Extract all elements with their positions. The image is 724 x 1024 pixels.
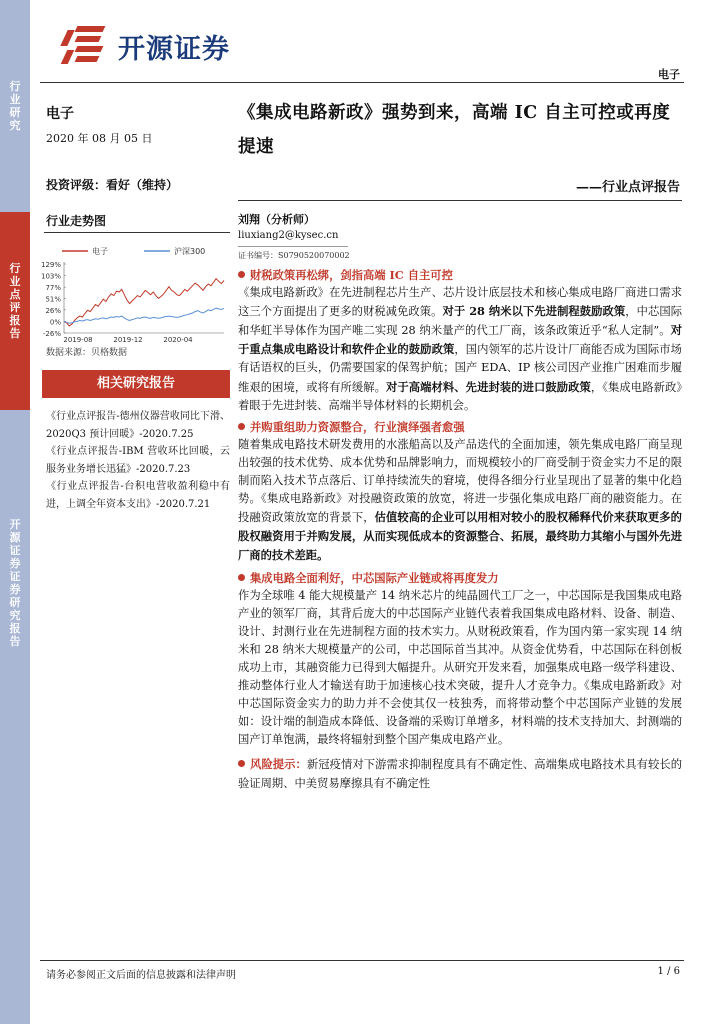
report-title: 《集成电路新政》强势到来，高端 IC 自主可控或再度提速: [238, 103, 671, 157]
trend-chart-title: 行业走势图: [46, 214, 107, 228]
report-section: [238, 569, 682, 750]
report-subtitle: ——行业点评报告: [575, 180, 680, 195]
bullet-dot-icon: [238, 423, 245, 430]
logo-mark-icon: [60, 26, 108, 66]
report-section: [238, 266, 682, 415]
y-tick-label: 26%: [45, 306, 61, 315]
brand-logo: [60, 24, 230, 68]
footer-disclaimer: 请务必参阅正文后面的信息披露和法律声明: [46, 970, 236, 981]
section-paragraph: [238, 436, 682, 566]
brand-name: 开源证券: [118, 33, 230, 65]
related-reports-header: 相关研究报告: [42, 370, 230, 398]
title-divider: [238, 200, 682, 201]
risk-label: 风险提示：: [250, 757, 307, 772]
analyst-cert-number: 证书编号：S0790520070002: [238, 251, 350, 260]
legend-label: 沪深300: [174, 247, 206, 256]
body-text: ，中芯国际和华虹半导体作为国产唯二实现 28 纳米量产的代工厂商，该条政策近乎“私人定制”。: [238, 305, 682, 338]
related-report-link[interactable]: 《行业点评报告-台积电营收盈利稳中有进，上调全年资本支出》-2020.7.21: [46, 481, 230, 510]
risk-warning: [238, 755, 682, 792]
bullet-dot-icon: [238, 760, 245, 767]
series-line-electronics: [64, 279, 224, 326]
section-heading-text: 并购重组助力资源整合，行业演绎强者愈强: [250, 419, 465, 434]
section-paragraph: [238, 587, 682, 750]
report-date: 2020 年 08 月 05 日: [46, 132, 153, 145]
trend-chart: [38, 242, 230, 360]
side-label-firm: 开源证券 证券研究报告: [9, 518, 21, 648]
section-heading-text: 集成电路全面利好，中芯国际产业链或将再度发力: [250, 570, 499, 585]
x-tick-label: 2019-12: [113, 336, 143, 344]
body-text: 作为全球唯 4 能大规模量产 14 纳米芯片的纯晶圆代工厂之一，中芯国际是我国集成电路产业的领军厂商，其背后庞大的中芯国际产业链代表着我国集成电路材料、设备、制造、设计、封测行业在先进制程方面的技术实力。从财税政策看，作为国内第一家实现 14 纳米和 28 纳米大规模量产的公司，中芯国际首当其冲。从资金优势看，中芯国际在科创板成功上市，其融资能力已得到大幅提升。从研究开发来看，加强集成电路一级学科建设、推动整体行业人才输送有助于加速核心技术突破，提升人才竞争力。《集成电路新政》对中芯国际资金实力的助力并不会使其仅一枝独秀，而将带动整个中芯国际产业链的发展如：设计端的制造成本降低、设备端的采购订单增多，材料端的技术支持加大、封测端的国产订单饱满，最终将辐射到整个国产集成电路产业。: [238, 588, 682, 747]
x-tick-label: 2020-04: [163, 336, 193, 344]
y-tick-label: 0%: [49, 318, 61, 327]
section-paragraph: [238, 284, 682, 415]
page-number: 1 / 6: [657, 966, 680, 977]
header-divider: [40, 82, 684, 83]
y-tick-label: 77%: [45, 284, 61, 293]
bullet-dot-icon: [238, 271, 245, 278]
y-tick-label: -26%: [42, 330, 61, 338]
investment-rating: 投资评级：看好（维持）: [46, 178, 179, 192]
side-strip: [0, 0, 30, 1024]
y-tick-label: 103%: [40, 272, 61, 281]
side-strip-top: [0, 0, 30, 212]
legend-label: 电子: [92, 247, 108, 256]
section-heading: [238, 418, 682, 436]
body-text: 随着集成电路技术研发费用的水涨船高以及产品迭代的全面加速，领先集成电路厂商呈现出较强的技术优势、成本优势和品牌影响力，而规模较小的厂商受制于资金实力不足的限制而陷入技术节点落后、订单持续流失的窘境，使得各细分行业呈现出了显著的集中化趋势。《集成电路新政》对投融资政策的放宽，将进一步强化集成电路厂商的融资能力。在投融资政策放宽的背景下，: [238, 437, 682, 525]
risk-text: 新冠疫情对下游需求抑制程度具有不确定性、高端集成电路技术具有较长的验证周期、中美贸易摩擦具有不确定性: [238, 758, 682, 790]
report-body: [238, 266, 682, 793]
side-label-report-type: 行业点评报告: [9, 262, 21, 340]
body-text: 《集成电路新政》在先进制程芯片生产、芯片设计底层技术和核心集成电路厂商进口需求这三个方面提出了更多的财税减免政策。: [238, 286, 682, 319]
section-heading-text: 财税政策再松绑，剑指高端 IC 自主可控: [250, 268, 453, 282]
x-tick-label: 2019-08: [63, 336, 93, 344]
analyst-name: 刘翔（分析师）: [238, 213, 315, 226]
y-tick-label: 51%: [45, 295, 61, 304]
analyst-email[interactable]: liuxiang2@kysec.cn: [238, 230, 339, 241]
emphasized-text: 对于 28 纳米以下先进制程鼓励政策: [442, 304, 626, 319]
side-strip-bottom: [0, 410, 30, 1024]
related-reports-list: [46, 408, 230, 513]
emphasized-text: 估值较高的企业可以用相对较小的股权稀释代价来获取更多的股权融资用于并购发展，从而实现低成本的资源整合、拓展，最终助力其缩小与国外先进厂商的技术差距。: [238, 510, 682, 563]
sector-label: 电子: [46, 106, 74, 122]
cert-divider: [238, 246, 348, 247]
related-report-link[interactable]: 《行业点评报告-德州仪器营收同比下滑、2020Q3 预计回暖》-2020.7.25: [46, 411, 230, 440]
emphasized-text: 对于高端材料、先进封装的进口鼓励政策: [386, 379, 591, 394]
side-label-research: 行业研究: [9, 80, 21, 132]
bullet-dot-icon: [238, 574, 245, 581]
trend-divider: [44, 232, 230, 233]
side-strip-middle: [0, 212, 30, 410]
emphasized-text: 对于重点集成电路设计和软件企业的鼓励政策: [238, 323, 682, 357]
chart-source: 数据来源：贝格数据: [46, 348, 128, 358]
footer-divider: [40, 960, 684, 961]
related-report-link[interactable]: 《行业点评报告-IBM 营收环比回暖，云服务业务增长迅猛》-2020.7.23: [46, 446, 230, 475]
y-tick-label: 129%: [40, 261, 61, 269]
section-heading: [238, 266, 682, 284]
body-text: ，《集成电路新政》着眼于先进封装、高端半导体材料的长期机会。: [238, 380, 682, 412]
report-section: [238, 418, 682, 566]
body-text: ，国内领军的芯片设计厂商能否成为国际市场有话语权的巨头，仍需要国家的保驾护航；国产 EDA、IP 核公司因产业推广困难而步履维艰的困境，或将有所缓解。: [238, 343, 682, 394]
header-sector-tag: 电子: [658, 68, 680, 81]
section-heading: [238, 569, 682, 587]
